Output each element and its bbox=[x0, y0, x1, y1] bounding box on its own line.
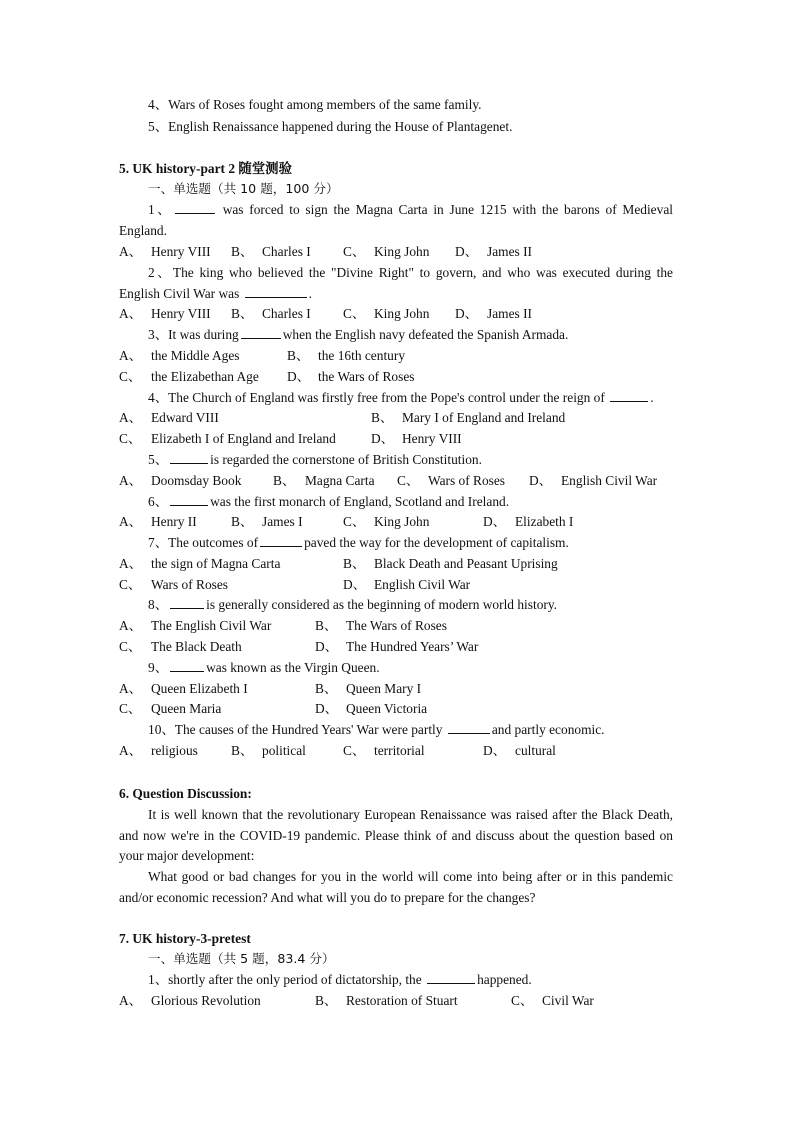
question-9: 9、 was known as the Virgin Queen. bbox=[148, 660, 380, 675]
discussion-paragraph-2-line-1: What good or bad changes for you in the world will come into being after or in this pandemic bbox=[148, 869, 673, 884]
section-7-question-1: 1、shortly after the only period of dictatorship, the happened. bbox=[148, 972, 532, 987]
option-c: Queen Maria bbox=[151, 701, 222, 716]
option-a: Edward VIII bbox=[151, 410, 219, 425]
question-1: 1、 was forced to sign the Magna Carta in June 1215 with the barons of Medieval bbox=[148, 202, 673, 217]
option-c: King John bbox=[374, 306, 430, 321]
answer-blank bbox=[170, 659, 204, 672]
question-3: 3、It was during when the English navy defeated the Spanish Armada. bbox=[148, 327, 569, 342]
question-6: 6、 was the first monarch of England, Scotland and Ireland. bbox=[148, 494, 510, 509]
option-c: King John bbox=[374, 514, 430, 529]
option-a: Glorious Revolution bbox=[151, 993, 261, 1008]
option-d: the Wars of Roses bbox=[318, 369, 415, 384]
question-2: 2、The king who believed the "Divine Right" to govern, and who was executed during the bbox=[148, 265, 673, 280]
option-a: Doomsday Book bbox=[151, 473, 242, 488]
option-a: Henry VIII bbox=[151, 306, 211, 321]
option-b: James I bbox=[262, 514, 303, 529]
option-c: The Black Death bbox=[151, 639, 242, 654]
question-7: 7、The outcomes of paved the way for the development of capitalism. bbox=[148, 535, 569, 550]
discussion-paragraph-1-line-3: your major development: bbox=[119, 848, 255, 863]
section-5-subtitle: 一、单选题（共 10 题，100 分） bbox=[148, 181, 339, 196]
option-d: The Hundred Years’ War bbox=[346, 639, 479, 654]
document-page: 4、Wars of Roses fought among members of the same family. 5、English Renaissance happened during the House of Plantagenet. 5. UK history-part 2 随堂测验 一、单选题（共 10 题，100 分） 1、 was forced to sign the Magna Carta in June 1215 with the barons of Medieval England. A、 Henry VIII B、 Charles I C、 King John D、 James II 2、The king who believed the "Divine Right" to govern, and who was executed during the English Civil War was . A、 Henry VIII B、 Charles I C、 King John D、 James II 3、It was during when the English navy defeated the Spanish Armada. A、 the Middle Ages B、 the 16th century C、 the Elizabethan Age D、 the Wars of Roses 4、The Church of England was firstly free from the Pope's control under the reign of . A、 Edward VIII B、 Mary I of England and Ireland C、 Elizabeth I of England and Ireland D、 Henry VIII 5、 is regarded the cornerstone of British Constitution. A、 Doomsday Book B、 Magna Carta C、 Wars of Roses D、 English Civil War 6、 was the first monarch of England, Scotland and Ireland. A、 Henry II B、 James I C、 King John D、 Elizabeth I 7、The outcomes of paved the way for the development of capitalism. A、 the sign of Magna Carta B、 Black Death and Peasant Uprising C、 Wars of Roses D、 English Civil War 8、 is generally considered as the beginning of modern world history. A、 The English Civil War B、 The Wars of Roses C、 The Black Death D、 The Hundred Years’ War 9、 was known as the Virgin Queen. A、 Queen Elizabeth I B、 Queen Mary I C、 Queen Maria D、 Queen Victoria 10、The causes of the Hundred Years' War were partly and partly economic. A、 religious B、 political C、 territorial D、 cultural 6. Question Discussion: It is well known that the revolutionary European Renaissance was raised after the Black Death, and now we're in the COVID-19 pandemic. Please think of and discuss about the question based on your major development: What good or bad changes for you in the world will come into being after or in this pandemic and/or economic recession? And what will you do to prepare for the changes? 7. UK history-3-pretest 一、单选题（共 5 题，83.4 分） 1、shortly after the only period of dictatorship, the happened. A、 Glorious Revolution B、 Restoration of Stuart C、 Civil War bbox=[119, 97, 673, 1008]
option-b: Mary I of England and Ireland bbox=[402, 410, 566, 425]
section-7-subtitle: 一、单选题（共 5 题，83.4 分） bbox=[148, 951, 335, 966]
option-c: King John bbox=[374, 244, 430, 259]
option-b: political bbox=[262, 743, 306, 758]
option-a: Henry VIII bbox=[151, 244, 211, 259]
option-d: Henry VIII bbox=[402, 431, 462, 446]
question-10: 10、The causes of the Hundred Years' War were partly and partly economic. bbox=[148, 722, 605, 737]
option-b: Black Death and Peasant Uprising bbox=[374, 556, 558, 571]
question-2-continuation: English Civil War was . bbox=[119, 286, 313, 301]
option-c: Elizabeth I of England and Ireland bbox=[151, 431, 336, 446]
discussion-paragraph-1-line-2: and now we're in the COVID-19 pandemic. Please think of and discuss about the question based on bbox=[119, 828, 673, 843]
option-b: Charles I bbox=[262, 244, 311, 259]
option-b: Magna Carta bbox=[305, 473, 375, 488]
option-d: English Civil War bbox=[374, 577, 471, 592]
question-5: 5、 is regarded the cornerstone of British Constitution. bbox=[148, 452, 482, 467]
discussion-paragraph-2-line-2: and/or economic recession? And what will you do to prepare for the changes? bbox=[119, 890, 536, 905]
answer-blank bbox=[448, 721, 490, 734]
discussion-paragraph-1-line-1: It is well known that the revolutionary European Renaissance was raised after the Black Death, bbox=[148, 807, 673, 822]
option-c: Wars of Roses bbox=[428, 473, 506, 488]
option-a: The English Civil War bbox=[151, 618, 272, 633]
option-c: the Elizabethan Age bbox=[151, 369, 259, 384]
answer-blank bbox=[170, 596, 204, 609]
answer-blank bbox=[175, 201, 215, 214]
option-b: Charles I bbox=[262, 306, 311, 321]
answer-blank bbox=[427, 971, 475, 984]
question-8: 8、 is generally considered as the beginning of modern world history. bbox=[148, 597, 558, 612]
option-d: cultural bbox=[515, 743, 556, 758]
answer-blank bbox=[260, 534, 302, 547]
answer-blank bbox=[241, 326, 281, 339]
option-a: Henry II bbox=[151, 514, 197, 529]
option-b: the 16th century bbox=[318, 348, 406, 363]
option-b: Restoration of Stuart bbox=[346, 993, 458, 1008]
statement-5: 5、English Renaissance happened during the House of Plantagenet. bbox=[148, 119, 513, 134]
answer-blank bbox=[170, 493, 208, 506]
option-d: English Civil War bbox=[561, 473, 658, 488]
option-a: the sign of Magna Carta bbox=[151, 556, 281, 571]
option-c: territorial bbox=[374, 743, 425, 758]
option-d: James II bbox=[487, 244, 532, 259]
section-7-title: 7. UK history-3-pretest bbox=[119, 931, 251, 946]
answer-blank bbox=[610, 389, 648, 402]
section-6-title: 6. Question Discussion: bbox=[119, 786, 252, 801]
section-5-title: 5. UK history-part 2 随堂测验 bbox=[119, 161, 292, 176]
option-b: Queen Mary I bbox=[346, 681, 422, 696]
option-d: Queen Victoria bbox=[346, 701, 428, 716]
answer-blank bbox=[170, 451, 208, 464]
statement-4: 4、Wars of Roses fought among members of the same family. bbox=[148, 97, 482, 112]
answer-blank bbox=[245, 285, 307, 298]
option-d: Elizabeth I bbox=[515, 514, 574, 529]
question-1-continuation: England. bbox=[119, 223, 167, 238]
option-a: Queen Elizabeth I bbox=[151, 681, 248, 696]
option-d: James II bbox=[487, 306, 532, 321]
option-b: The Wars of Roses bbox=[346, 618, 447, 633]
option-a: the Middle Ages bbox=[151, 348, 240, 363]
option-c: Civil War bbox=[542, 993, 594, 1008]
option-c: Wars of Roses bbox=[151, 577, 229, 592]
option-a: religious bbox=[151, 743, 198, 758]
question-4: 4、The Church of England was firstly free from the Pope's control under the reign of . bbox=[148, 390, 654, 405]
